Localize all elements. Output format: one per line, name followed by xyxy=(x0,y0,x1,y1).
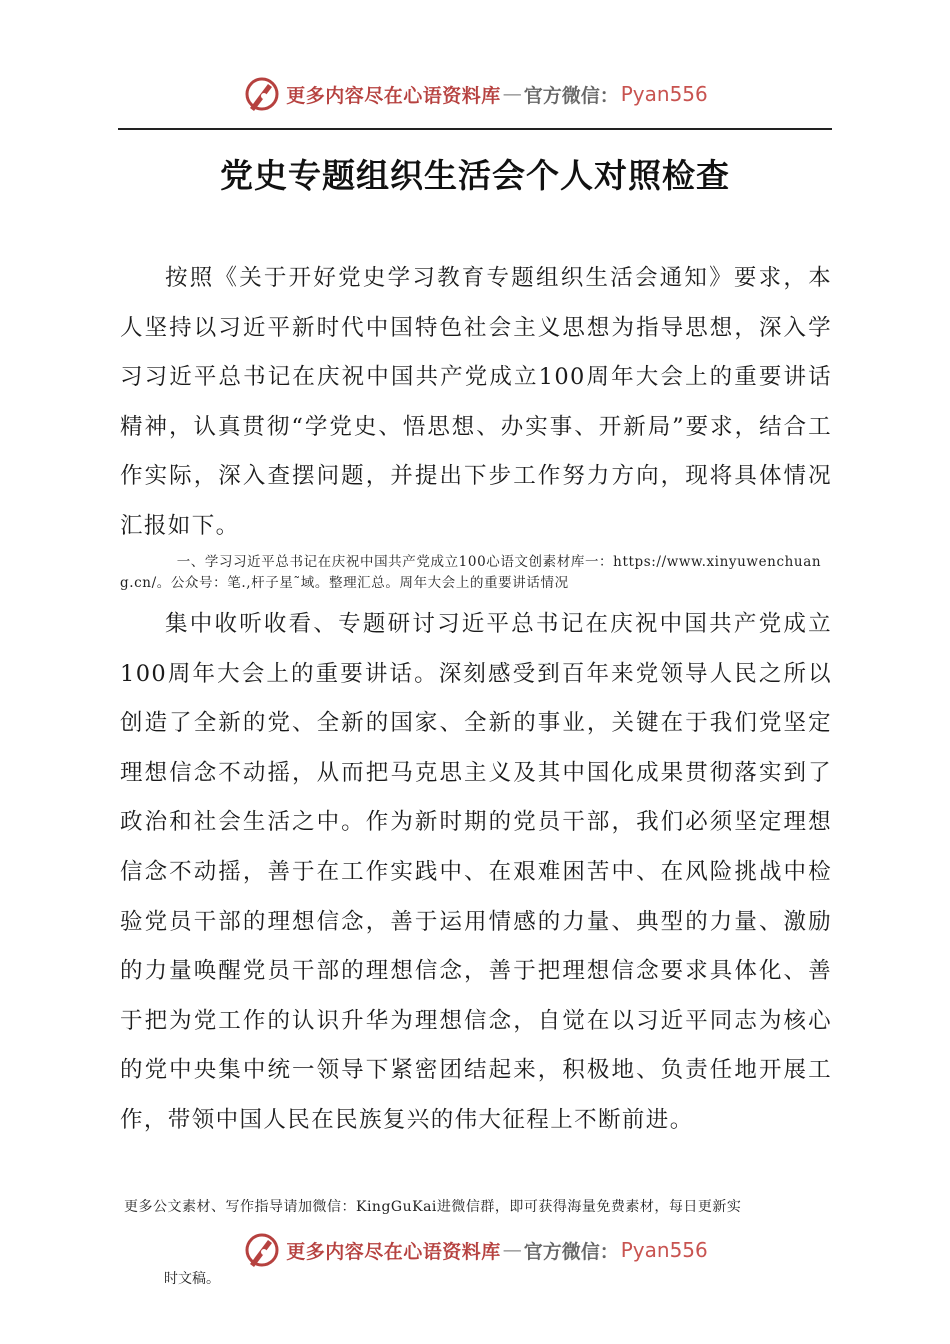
paragraph-body: 集中收听收看、专题研讨习近平总书记在庆祝中国共产党成立100周年大会上的重要讲话。深刻感受到百年来党领导人民之所以创造了全新的党、全新的国家、全新的事业，关键在于我们党坚定理想信念不动摇，从而把马克思主义及其中国化成果贯彻落实到了政治和社会生活之中。作为新时期的党员干部，我们必须坚定理想信念不动摇，善于在工作实践中、在艰难困苦中、在风险挑战中检验党员干部的理想信念，善于运用情感的力量、典型的力量、激励的力量唤醒党员干部的理想信念，善于把理想信念要求具体化、善于把为党工作的认识升华为理想信念，自觉在以习近平同志为核心的党中央集中统一领导下紧密团结起来，积极地、负责任地开展工作，带领中国人民在民族复兴的伟大征程上不断前进。 xyxy=(120,611,832,1133)
banner-separator: — xyxy=(502,1239,522,1261)
footer-promo-tail: 时文稿。 xyxy=(164,1271,220,1287)
paragraph-intro: 按照《关于开好党史学习教育专题组织生活会通知》要求，本人坚持以习近平新时代中国特色社会主义思想为指导思想，深入学习习近平总书记在庆祝中国共产党成立100周年大会上的重要讲话精神，认真贯彻“学党史、悟思想、办实事、开新局”要求，结合工作实际，深入查摆问题，并提出下步工作努力方向，现将具体情况汇报如下。 xyxy=(120,265,832,539)
banner-main-text: 更多内容尽在心语资料库 xyxy=(286,1240,501,1263)
banner-separator: — xyxy=(502,83,522,105)
banner-wechat-id: Pyan556 xyxy=(620,82,708,106)
document-title: 党史专题组织生活会个人对照检查 xyxy=(220,156,730,195)
header-watermark-banner xyxy=(0,72,950,116)
pen-circle-logo-icon xyxy=(242,1230,282,1270)
banner-main-text: 更多内容尽在心语资料库 xyxy=(286,84,501,107)
section-heading-note: 一、学习习近平总书记在庆祝中国共产党成立100心语文创素材库一：https://www.xinyuwenchuang.cn/。公众号：笔.,杆子星˜域。整理汇总。周年大会上的重要讲话情况 xyxy=(120,554,822,591)
footer-promo-text: 更多公文素材、写作指导请加微信：KingGuKai进微信群，即可获得海量免费素材，每日更新实 xyxy=(124,1199,742,1215)
banner-wechat-id: Pyan556 xyxy=(620,1238,708,1262)
banner-wechat-label: 官方微信： xyxy=(523,1240,619,1263)
header-divider xyxy=(118,128,832,130)
pen-circle-logo-icon xyxy=(242,74,282,114)
banner-wechat-label: 官方微信： xyxy=(523,84,619,107)
footer-watermark-banner xyxy=(0,1228,950,1272)
